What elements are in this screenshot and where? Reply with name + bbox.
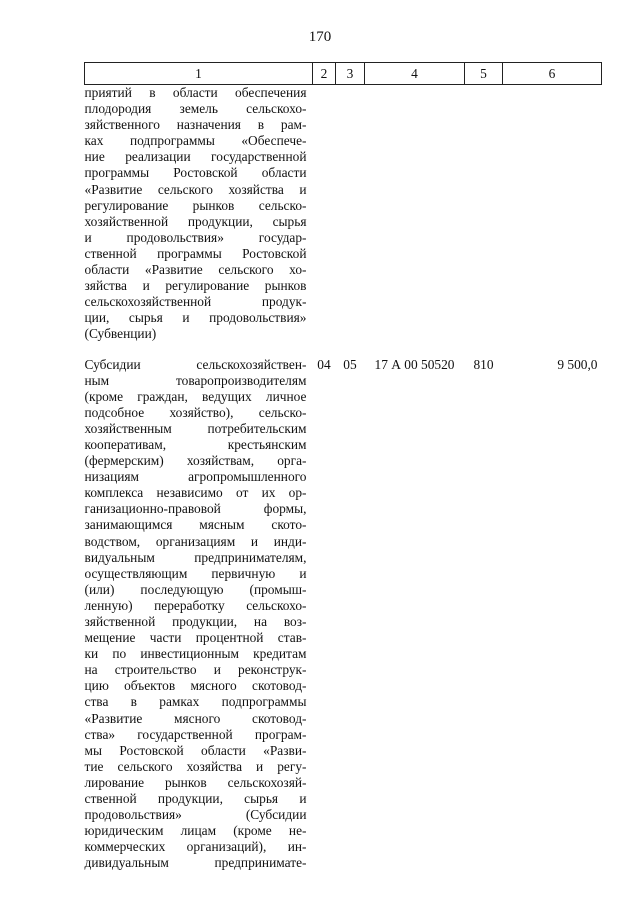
description-line: цию объектов мясного скотовод- — [84, 678, 307, 694]
row-2-amount: 9 500,0 — [557, 356, 598, 372]
column-header-3: 3 — [336, 63, 365, 85]
column-header-2: 2 — [313, 63, 336, 85]
row-spacer — [85, 343, 602, 357]
description-line: плодородия земель сельскохо- — [84, 101, 307, 117]
row-1-amount — [503, 85, 602, 343]
description-line: области «Развитие сельского хо- — [84, 262, 307, 278]
description-line: ственной программы Ростовской — [84, 245, 307, 261]
description-line: ние реализации государственной — [84, 149, 307, 165]
row-1-subsection — [336, 85, 365, 343]
table-header-row — [85, 63, 602, 85]
row-2-subsection: 05 — [343, 356, 357, 372]
description-line: видуальным предпринимателям, — [84, 549, 307, 565]
description-line: регулирование рынков сельско- — [84, 197, 307, 213]
description-line: ганизационно-правовой формы, — [84, 501, 307, 517]
description-line: подсобное хозяйство), сельско- — [84, 404, 307, 420]
description-line: ства в рамках подпрограммы — [84, 694, 307, 710]
row-2-target-article: 17 А 00 50520 — [374, 356, 455, 372]
description-line: ции, сырья и продовольствия» — [84, 310, 307, 326]
row-2-description — [85, 357, 313, 872]
row-1-expense-type — [465, 85, 503, 343]
table-row — [85, 85, 602, 343]
description-line: ным товаропроизводителям — [84, 372, 307, 388]
description-line: продовольствия» (Субсидии — [84, 807, 307, 823]
budget-table — [84, 62, 602, 872]
column-header-1: 1 — [85, 63, 313, 85]
description-line: осуществляющим первичную и — [84, 565, 307, 581]
description-line: низациям агропромышленного — [84, 469, 307, 485]
column-header-4: 4 — [365, 63, 465, 85]
row-1-description — [85, 85, 313, 343]
description-line: хозяйственной продукции, сырья — [84, 213, 307, 229]
description-line: лирование рынков сельскохозяй- — [84, 774, 307, 790]
description-line: и продовольствия» государ- — [84, 229, 307, 245]
description-line: (фермерским) хозяйствам, орга- — [84, 453, 307, 469]
description-line: ки по инвестиционным кредитам — [84, 646, 307, 662]
description-line: хозяйственным потребительским — [84, 420, 307, 436]
description-line: дивидуальным предпринимате- — [84, 855, 307, 871]
description-line: приятий в области обеспечения — [84, 85, 307, 100]
row-2-section: 04 — [317, 356, 331, 372]
table-row — [85, 357, 602, 872]
row-2-expense-type: 810 — [473, 356, 494, 372]
description-line: мы Ростовской области «Разви- — [84, 742, 307, 758]
description-line: (Субвенции) — [84, 326, 157, 342]
column-header-5: 5 — [465, 63, 503, 85]
description-line: кооперативам, крестьянским — [84, 436, 307, 452]
description-line: (кроме граждан, ведущих личное — [84, 388, 307, 404]
description-line: «Развитие сельского хозяйства и — [84, 181, 307, 197]
description-line: мещение части процентной став- — [84, 630, 307, 646]
description-line: сельскохозяйственной продук- — [84, 294, 307, 310]
description-line: Субсидии сельскохозяйствен- — [84, 356, 307, 372]
row-spacer-cell — [85, 343, 602, 357]
description-line: ства» государственной програм- — [84, 726, 307, 742]
description-line: комплекса независимо от их ор- — [84, 485, 307, 501]
description-line: ственной продукции, сырья и — [84, 791, 307, 807]
description-line: коммерческих организаций), ин- — [84, 839, 307, 855]
description-line: юридическим лицам (кроме не- — [84, 823, 307, 839]
description-line: (или) последующую (промыш- — [84, 581, 307, 597]
description-line: ленную) переработку сельскохо- — [84, 597, 307, 613]
row-1-section — [313, 85, 336, 343]
page-number: 170 — [308, 29, 332, 45]
description-line: программы Ростовской области — [84, 165, 307, 181]
description-line: водством, организациям и инди- — [84, 533, 307, 549]
row-1-target-article — [365, 85, 465, 343]
description-line: зяйства и регулирование рынков — [84, 278, 307, 294]
description-line: занимающимся мясным ското- — [84, 517, 307, 533]
description-line: зяйственной продукции, на воз- — [84, 614, 307, 629]
description-line: «Развитие мясного скотовод- — [84, 710, 307, 726]
description-line: на строительство и реконструк- — [84, 662, 307, 678]
description-line: зяйственного назначения в рам- — [84, 117, 307, 133]
column-header-6: 6 — [503, 63, 602, 85]
description-line: ках подпрограммы «Обеспече- — [84, 133, 307, 149]
description-line: тие сельского хозяйства и регу- — [84, 758, 307, 774]
